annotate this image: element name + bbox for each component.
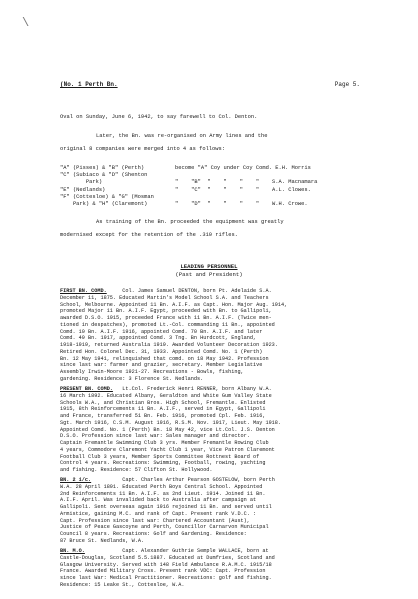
paragraph-line: 87 Bruce St. Nedlands, W.A. xyxy=(60,537,145,544)
paragraph-line: Col. James Samuel DENTON, born Pt. Adelaide S.A. xyxy=(122,288,272,294)
paragraph-line: Captain Fremantle Swimming Club 3 yrs. Member Fremantle Rowing Club xyxy=(60,440,269,446)
paragraph-line: Armistice, gaining M.C. and rank of Capt. Present rank V.D.C. : xyxy=(60,510,257,517)
paragraph-line: Sgt. March 1916, C.S.M. August 1916, R.S.M. Nov. 1917, Lieut. May 1918. xyxy=(60,419,282,426)
paragraph-line: 2nd Reinforcements 11 Bn. A.I.F. as 2nd Lieut. 1914. Joined 11 Bn. xyxy=(60,490,266,497)
company-row-f-detail: " "D" " " " " W.H. Crowe. xyxy=(175,201,308,207)
paragraph-line: since last War: Medical Practitioner. Recreations: golf and fishing. xyxy=(60,575,272,581)
paragraph-label: BN. 2 i/c. xyxy=(60,477,92,483)
training-line-1: As training of the Bn. proceeded the equipment was greatly xyxy=(96,219,284,225)
section-title: LEADING PERSONNEL xyxy=(180,263,238,270)
first-bn-comd-paragraph xyxy=(60,288,360,383)
paragraph-line: and fishing. Residence: 57 Clifton St. Hollywood. xyxy=(60,467,213,473)
paragraph-line: gardening. Residence: 3 Florence St. Nedlands. xyxy=(60,375,204,382)
paragraph-line: and France, transferred 51 Bn. Feb. 1916, promoted Cpl. Feb. 1916, xyxy=(60,413,266,419)
paragraph-line: tioned in despatches), promoted Lt.-Col. commanding 11 Bn., appointed xyxy=(60,321,275,328)
unit-title: (No. 1 Perth Bn. xyxy=(60,81,118,88)
company-row-a: "A" (Pisses) & "B" (Perth) xyxy=(60,165,145,171)
paragraph-line: D.S.O. Profession since last war: Sales manager and director. xyxy=(60,433,250,440)
paragraph-line: Comd. 10 Bn. A.I.F. 1916, appointed Comd. 70 Bn. A.I.F. and later xyxy=(60,328,263,335)
paragraph-line: 4 years, Commodore Claremont Yacht Club 1 year, Vice Patron Claremont xyxy=(60,446,275,453)
paragraph-line: Bn. 12 May 1941, relinquished that comd. on 18 May 1942. Profession xyxy=(60,355,269,362)
company-row-e: "E" (Nedlands) xyxy=(60,187,106,193)
paragraph-line: Justice of Peace Gascoyne and Perth, Councillor Carnarvon Municipal xyxy=(60,524,269,531)
paragraph-label: PRESENT BN. COMD. xyxy=(60,386,113,392)
paragraph-line: Football Club 3 years, Member Sports Committee Rottnest Board of xyxy=(60,453,260,460)
intro-line-2: Later, the Bn. was re-organised on Army lines and the xyxy=(96,133,268,139)
paragraph-line: France. Awarded Military Cross. Present rank VDC: Capt. Profession xyxy=(60,568,266,575)
paragraph-line: Castle-Douglas, Scotland 5.5.1887. Educated at Dumfries, Scotland and xyxy=(60,554,275,561)
page-corner-mark: \ xyxy=(22,16,30,30)
paragraph-line: Capt. Profession since last war: Chartered Accountant (Aust), xyxy=(60,517,250,524)
paragraph-line: Residence: 15 Leake St., Cottesloe, W.A. xyxy=(60,581,185,588)
paragraph-line: December 11, 1875. Educated Martin's Model School S.A. and Teachers xyxy=(60,294,269,301)
company-row-e-detail: " "C" " " " " A.L. Clowes. xyxy=(175,187,311,193)
company-row-f2: Park) & "H" (Claremont) xyxy=(60,201,148,207)
paragraph-line: Assembly Irwin-Moore 1921-27. Recreations - Bowls, fishing, xyxy=(60,369,244,375)
company-row-c2: Park) xyxy=(60,179,103,185)
bn-mo-paragraph xyxy=(60,548,360,589)
paragraph-line: School, Melbourne. Appointed 11 Bn. A.I.F. as Capt. Hon. Major Aug. 1914, xyxy=(60,301,288,308)
paragraph-line: Council 8 years. Recreations: Golf and Gardening. Residence: xyxy=(60,531,247,537)
paragraph-line: since last war: farmer and grazier, secretary. Member Legislative xyxy=(60,362,263,369)
paragraph-label: FIRST BN. COMD. xyxy=(60,288,107,294)
section-subtitle: (Past and President) xyxy=(175,271,243,278)
intro-line-3: original 8 companies were merged into 4 as follows: xyxy=(60,146,225,152)
paragraph-line: Glasgow University. Served with 148 Field Ambulance R.A.M.C. 1915/18 xyxy=(60,561,272,568)
bn-2ic-paragraph xyxy=(60,477,360,545)
paragraph-line: Schools W.A., and Christian Bros. High School, Fremantle. Enlisted xyxy=(60,399,266,406)
intro-line-1: Oval on Sunday, June 6, 1942, to say farewell to Col. Denton. xyxy=(60,114,258,120)
paragraph-line: 1918-1919, returned Australia 1919. Awarded Volunteer Decoration 1923. xyxy=(60,342,278,348)
paragraph-line: Gallipoli. Sent overseas again 1916 rejoined 11 Bn. and served until xyxy=(60,504,272,510)
training-line-2: modernised except for the retention of the .310 rifles. xyxy=(60,232,238,238)
paragraph-line: W.A. 28 April 1891. Educated Perth Boys Central School. Appointed xyxy=(60,483,263,490)
paragraph-line: 1915, 8th Reinforcements 11 Bn. A.I.F., served in Egypt, Gallipoli xyxy=(60,406,266,413)
paragraph-line: Lt.Col. Frederick Henri RENNER, born Albany W.A. xyxy=(122,386,272,392)
company-row-c: "C" (Subiaco & "D" (Shenton xyxy=(60,172,148,178)
present-bn-comd-paragraph xyxy=(60,386,360,474)
paragraph-line: Control 4 years. Recreations: Swimming, Football, rowing, yachting xyxy=(60,460,266,467)
paragraph-line: Retired Hon. Colonel Dec. 31, 1933. Appointed Comd. No. 1 (Perth) xyxy=(60,348,263,355)
paragraph-line: Comd. 49 Bn. 1917, appointed Comd. 3 Tng. Bn Hurdcott, England, xyxy=(60,335,257,342)
paragraph-line: promoted Major 11 Bn. A.I.F. Egypt, proceeded with Bn. to Gallipoli, xyxy=(60,308,272,315)
paragraph-line: Capt. Alexander Guthrie Semple WALLACE, born at xyxy=(122,548,269,554)
paragraph-line: 16 March 1892. Educated Albany, Geraldton and White Gum Valley State xyxy=(60,392,272,399)
paragraph-line: awarded D.S.O. 1915, proceeded France with 11 Bn. A.I.F. (Twice men- xyxy=(60,315,272,321)
paragraph-line: Appointed Comd. No. 1 (Perth) Bn. 18 May 42, vice Lt.Col. J.S. Denton xyxy=(60,426,275,433)
paragraph-label: BN. M.O. xyxy=(60,548,85,554)
paragraph-line: A.I.F. April. Was invalided back to Australia after campaign at xyxy=(60,497,257,504)
company-row-a-detail: become "A" Coy under Coy Comd. E.H. Morris xyxy=(175,165,311,171)
paragraph-line: Capt. Charles Arthur Pearson GOSTELOW, born Perth xyxy=(122,477,275,483)
company-row-f: "F" (Cottesloe) & "G" (Mosman xyxy=(60,194,154,200)
company-row-c-detail: " "B" " " " " S.A. Macnamara xyxy=(175,179,318,185)
page-number: Page 5. xyxy=(334,81,360,88)
